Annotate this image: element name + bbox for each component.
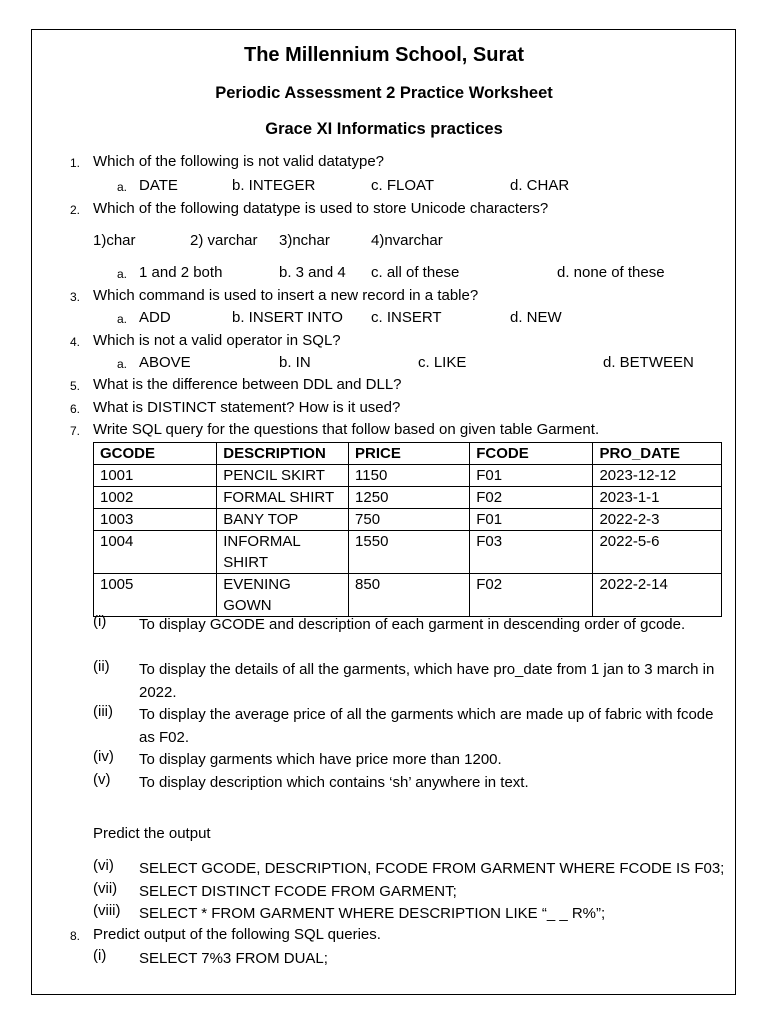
sub-question-text: To display garments which have price more than 1200. bbox=[139, 751, 502, 768]
table-cell: 750 bbox=[349, 509, 470, 531]
column-header: FCODE bbox=[470, 443, 593, 465]
table-cell: 2022-2-3 bbox=[593, 509, 722, 531]
option-b: b. IN bbox=[279, 354, 311, 371]
question-text: Which of the following datatype is used to store Unicode characters? bbox=[93, 200, 549, 217]
table-cell: 1004 bbox=[94, 531, 217, 574]
school-title: The Millennium School, Surat bbox=[243, 44, 525, 66]
option-d: d. NEW bbox=[510, 309, 562, 326]
table-cell: 850 bbox=[349, 574, 470, 617]
question-text: What is DISTINCT statement? How is it used? bbox=[93, 399, 401, 416]
table-row bbox=[94, 531, 722, 574]
table-cell: 2023-1-1 bbox=[593, 487, 722, 509]
sub-question-number: (i) bbox=[93, 613, 107, 630]
option-d: d. BETWEEN bbox=[603, 354, 694, 371]
question-text: Which is not a valid operator in SQL? bbox=[93, 332, 341, 349]
q8-item-query: SELECT 7%3 FROM DUAL; bbox=[139, 950, 328, 967]
table-cell: FORMAL SHIRT bbox=[217, 487, 349, 509]
question-number: 7. bbox=[70, 424, 81, 438]
option-b: b. INSERT INTO bbox=[232, 309, 343, 326]
table-cell: 2023-12-12 bbox=[593, 465, 722, 487]
sub-question-number: (iv) bbox=[93, 748, 114, 765]
predict-number: (viii) bbox=[93, 902, 121, 919]
question-number: 5. bbox=[70, 379, 81, 393]
question-number: 8. bbox=[70, 929, 81, 943]
option-b: b. 3 and 4 bbox=[279, 264, 346, 281]
sub-question-number: (v) bbox=[93, 771, 111, 788]
option-letter: a. bbox=[117, 357, 128, 371]
option-a: ABOVE bbox=[139, 354, 191, 371]
predict-heading: Predict the output bbox=[93, 825, 211, 842]
question-text: Which command is used to insert a new record in a table? bbox=[93, 287, 479, 304]
column-header: PRO_DATE bbox=[593, 443, 722, 465]
q8-item-number: (i) bbox=[93, 947, 107, 964]
option-a: DATE bbox=[139, 177, 178, 194]
table-cell: F02 bbox=[470, 487, 593, 509]
table-cell: 1550 bbox=[349, 531, 470, 574]
question-number: 2. bbox=[70, 203, 81, 217]
table-cell: 1250 bbox=[349, 487, 470, 509]
question-text: Write SQL query for the questions that follow based on given table Garment. bbox=[93, 421, 600, 438]
option-a: ADD bbox=[139, 309, 171, 326]
choice-4: 4)nvarchar bbox=[371, 232, 443, 249]
choice-3: 3)nchar bbox=[279, 232, 330, 249]
table-header-row bbox=[94, 443, 722, 465]
predict-query: SELECT GCODE, DESCRIPTION, FCODE FROM GARMENT WHERE FCODE IS F03; bbox=[139, 860, 725, 877]
table-cell: F01 bbox=[470, 465, 593, 487]
table-cell: 1003 bbox=[94, 509, 217, 531]
sub-question-text: To display the average price of all the garments which are made up of fabric with fcode as F02. bbox=[139, 706, 714, 746]
column-header: DESCRIPTION bbox=[217, 443, 349, 465]
table-cell: 1150 bbox=[349, 465, 470, 487]
predict-number: (vi) bbox=[93, 857, 114, 874]
predict-number: (vii) bbox=[93, 880, 118, 897]
table-cell: F02 bbox=[470, 574, 593, 617]
column-header: PRICE bbox=[349, 443, 470, 465]
option-d: d. CHAR bbox=[510, 177, 570, 194]
assessment-title: Periodic Assessment 2 Practice Worksheet bbox=[215, 84, 553, 102]
choice-2: 2) varchar bbox=[190, 232, 258, 249]
garment-table bbox=[93, 442, 722, 617]
question-text: What is the difference between DDL and DLL? bbox=[93, 376, 402, 393]
option-c: c. INSERT bbox=[371, 309, 442, 326]
table-row bbox=[94, 487, 722, 509]
table-cell: F01 bbox=[470, 509, 593, 531]
table-cell: 2022-5-6 bbox=[593, 531, 722, 574]
option-c: c. LIKE bbox=[418, 354, 467, 371]
table-row bbox=[94, 465, 722, 487]
choice-1: 1)char bbox=[93, 232, 136, 249]
question-text: Which of the following is not valid datatype? bbox=[93, 153, 384, 170]
option-letter: a. bbox=[117, 267, 128, 281]
question-number: 1. bbox=[70, 156, 81, 170]
option-c: c. all of these bbox=[371, 264, 460, 281]
table-cell: EVENING GOWN bbox=[217, 574, 349, 617]
table-cell: 2022-2-14 bbox=[593, 574, 722, 617]
table-cell: PENCIL SKIRT bbox=[217, 465, 349, 487]
table-cell: 1002 bbox=[94, 487, 217, 509]
option-d: d. none of these bbox=[557, 264, 665, 281]
sub-question-number: (ii) bbox=[93, 658, 110, 675]
grade-title: Grace XI Informatics practices bbox=[265, 120, 503, 138]
table-cell: 1001 bbox=[94, 465, 217, 487]
option-letter: a. bbox=[117, 180, 128, 194]
option-a: 1 and 2 both bbox=[139, 264, 223, 281]
table-cell: 1005 bbox=[94, 574, 217, 617]
table-row bbox=[94, 574, 722, 617]
option-letter: a. bbox=[117, 312, 128, 326]
column-header: GCODE bbox=[94, 443, 217, 465]
question-number: 4. bbox=[70, 335, 81, 349]
sub-question-number: (iii) bbox=[93, 703, 113, 720]
question-number: 3. bbox=[70, 290, 81, 304]
predict-query: SELECT * FROM GARMENT WHERE DESCRIPTION LIKE “_ _ R%”; bbox=[139, 905, 606, 922]
question-text: Predict output of the following SQL queries. bbox=[93, 926, 381, 943]
sub-question-text: To display description which contains ‘sh’ anywhere in text. bbox=[139, 774, 529, 791]
sub-question-text: To display GCODE and description of each garment in descending order of gcode. bbox=[139, 616, 686, 633]
table-cell: F03 bbox=[470, 531, 593, 574]
sub-question-text: To display the details of all the garments, which have pro_date from 1 jan to 3 march in 2022. bbox=[139, 661, 715, 701]
option-c: c. FLOAT bbox=[371, 177, 435, 194]
table-cell: BANY TOP bbox=[217, 509, 349, 531]
option-b: b. INTEGER bbox=[232, 177, 316, 194]
table-cell: INFORMAL SHIRT bbox=[217, 531, 349, 574]
question-number: 6. bbox=[70, 402, 81, 416]
table-row bbox=[94, 509, 722, 531]
predict-query: SELECT DISTINCT FCODE FROM GARMENT; bbox=[139, 883, 457, 900]
